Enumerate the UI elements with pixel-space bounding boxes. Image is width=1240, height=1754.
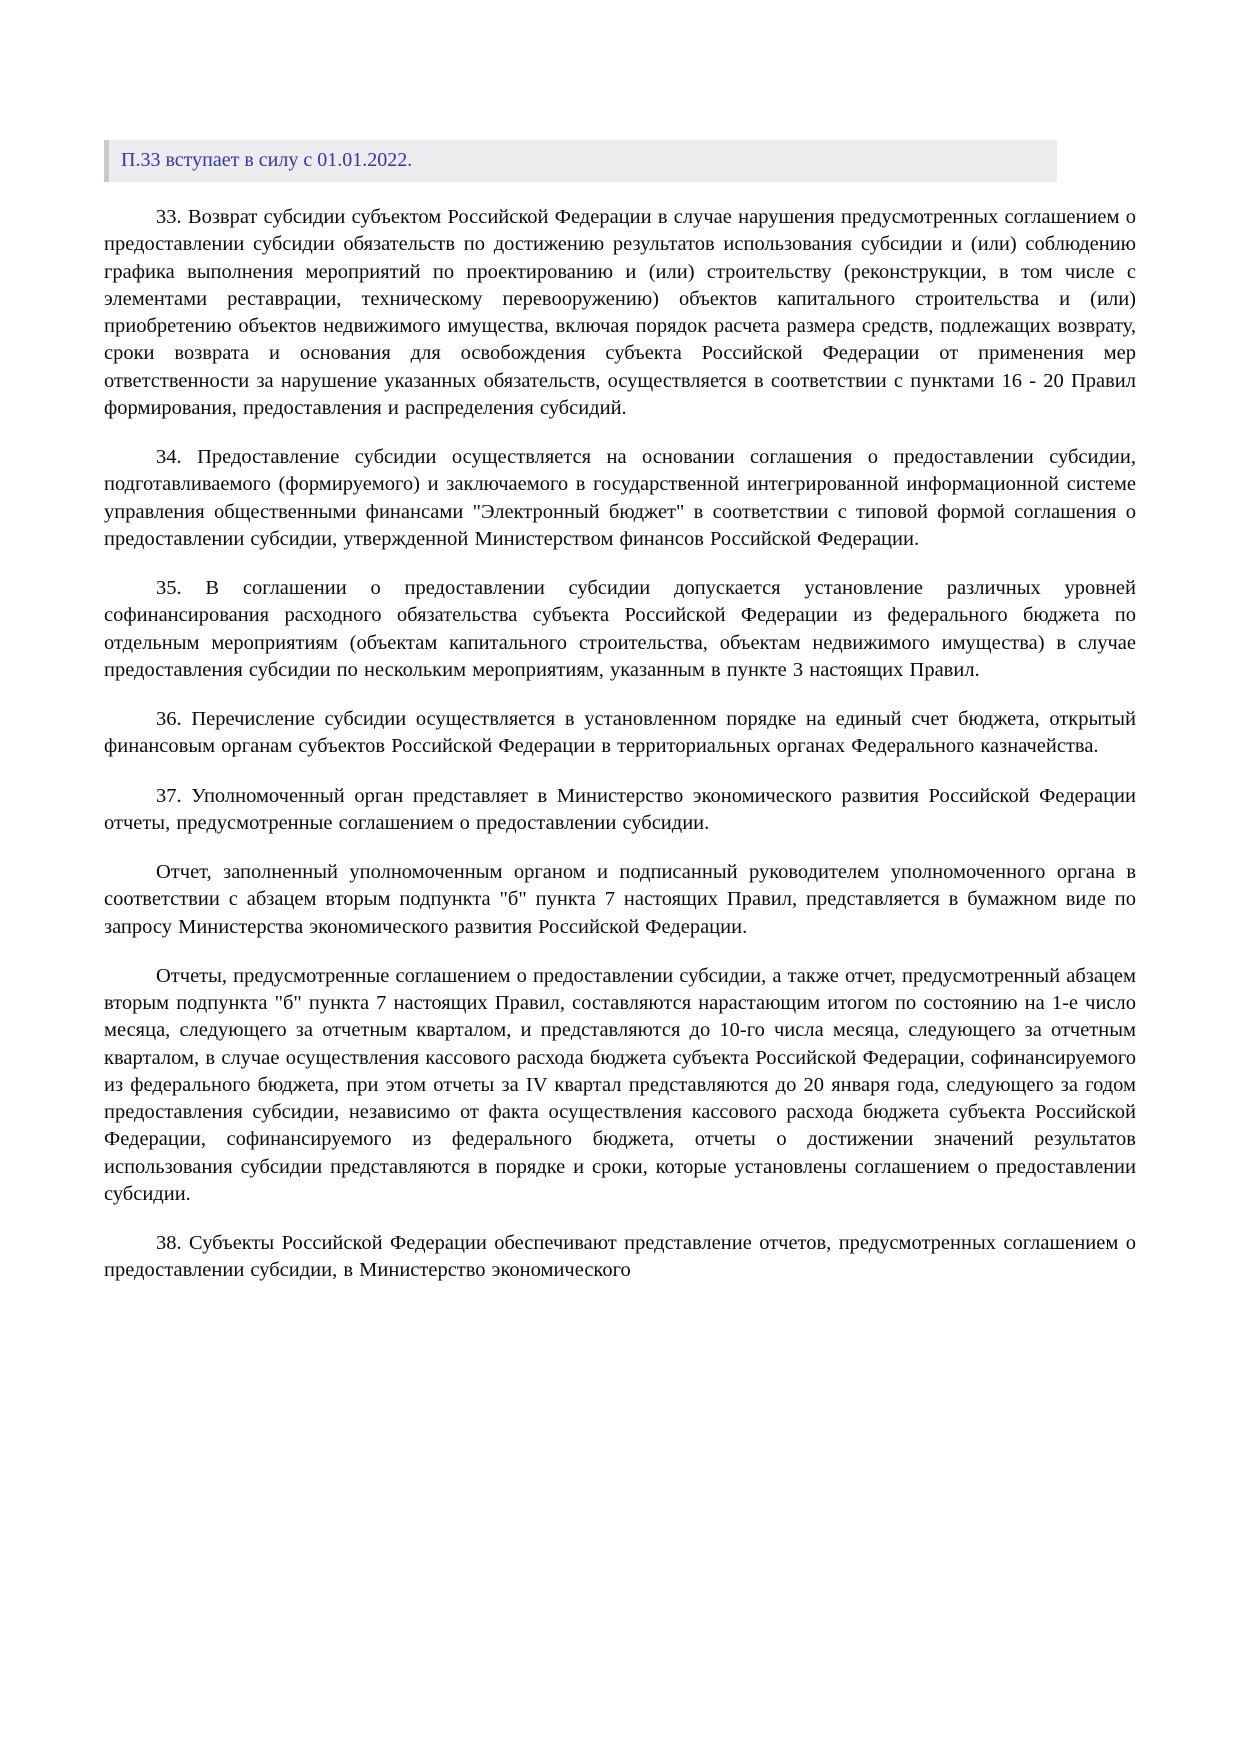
effective-date-notice	[104, 140, 1057, 182]
paragraph: 33. Возврат субсидии субъектом Российской Федерации в случае нарушения предусмотренных соглашением о предоставлении субсидии обязательств по достижению результатов использования субсидии и (или) соблюдению графика выполнения мероприятий по проектированию и (или) строительству (реконструкции, в том числе с элементами реставрации, техническому перевооружению) объектов капитального строительства и (или) приобретению объектов недвижимого имущества, включая порядок расчета размера средств, подлежащих возврату, сроки возврата и основания для освобождения субъекта Российской Федерации от применения мер ответственности за нарушение указанных обязательств, осуществляется в соответствии с пунктами 16 - 20 Правил формирования, предоставления и распределения субсидий.	[104, 206, 1136, 419]
paragraph: 38. Субъекты Российской Федерации обеспечивают представление отчетов, предусмотренных соглашением о предоставлении субсидии, в Министерство экономического	[104, 1232, 1136, 1282]
document-body	[104, 204, 1136, 1285]
paragraph: 35. В соглашении о предоставлении субсидии допускается установление различных уровней софинансирования расходного обязательства субъекта Российской Федерации из федерального бюджета по отдельным мероприятиям (объектам капитального строительства, объектам недвижимого имущества) в случае предоставления субсидии по нескольким мероприятиям, указанным в пункте 3 настоящих Правил.	[104, 577, 1136, 681]
paragraph: Отчет, заполненный уполномоченным органом и подписанный руководителем уполномоченного органа в соответствии с абзацем вторым подпункта "б" пункта 7 настоящих Правил, представляется в бумажном виде по запросу Министерства экономического развития Российской Федерации.	[104, 861, 1136, 938]
paragraph: Отчеты, предусмотренные соглашением о предоставлении субсидии, а также отчет, предусмотренный абзацем вторым подпункта "б" пункта 7 настоящих Правил, составляются нарастающим итогом по состоянию на 1-е число месяца, следующего за отчетным кварталом, и представляются до 10-го числа месяца, следующего за отчетным кварталом, в случае осуществления кассового расхода бюджета субъекта Российской Федерации, софинансируемого из федерального бюджета, при этом отчеты за IV квартал представляются до 20 января года, следующего за годом предоставления субсидии, независимо от факта осуществления кассового расхода бюджета субъекта Российской Федерации, софинансируемого из федерального бюджета, отчеты о достижении значений результатов использования субсидии представляются в порядке и сроки, которые установлены соглашением о предоставлении субсидии.	[104, 964, 1136, 1205]
effective-date-notice-text: П.33 вступает в силу с 01.01.2022.	[121, 149, 413, 171]
paragraph: 37. Уполномоченный орган представляет в Министерство экономического развития Российской Федерации отчеты, предусмотренные соглашением о предоставлении субсидии.	[104, 784, 1136, 834]
paragraph: 34. Предоставление субсидии осуществляется на основании соглашения о предоставлении субсидии, подготавливаемого (формируемого) и заключаемого в государственной интегрированной информационной системе управления общественными финансами "Электронный бюджет" в соответствии с типовой формой соглашения о предоставлении субсидии, утвержденной Министерством финансов Российской Федерации.	[104, 446, 1136, 550]
paragraph: 36. Перечисление субсидии осуществляется в установленном порядке на единый счет бюджета, открытый финансовым органам субъектов Российской Федерации в территориальных органах Федерального казначейства.	[104, 708, 1136, 758]
